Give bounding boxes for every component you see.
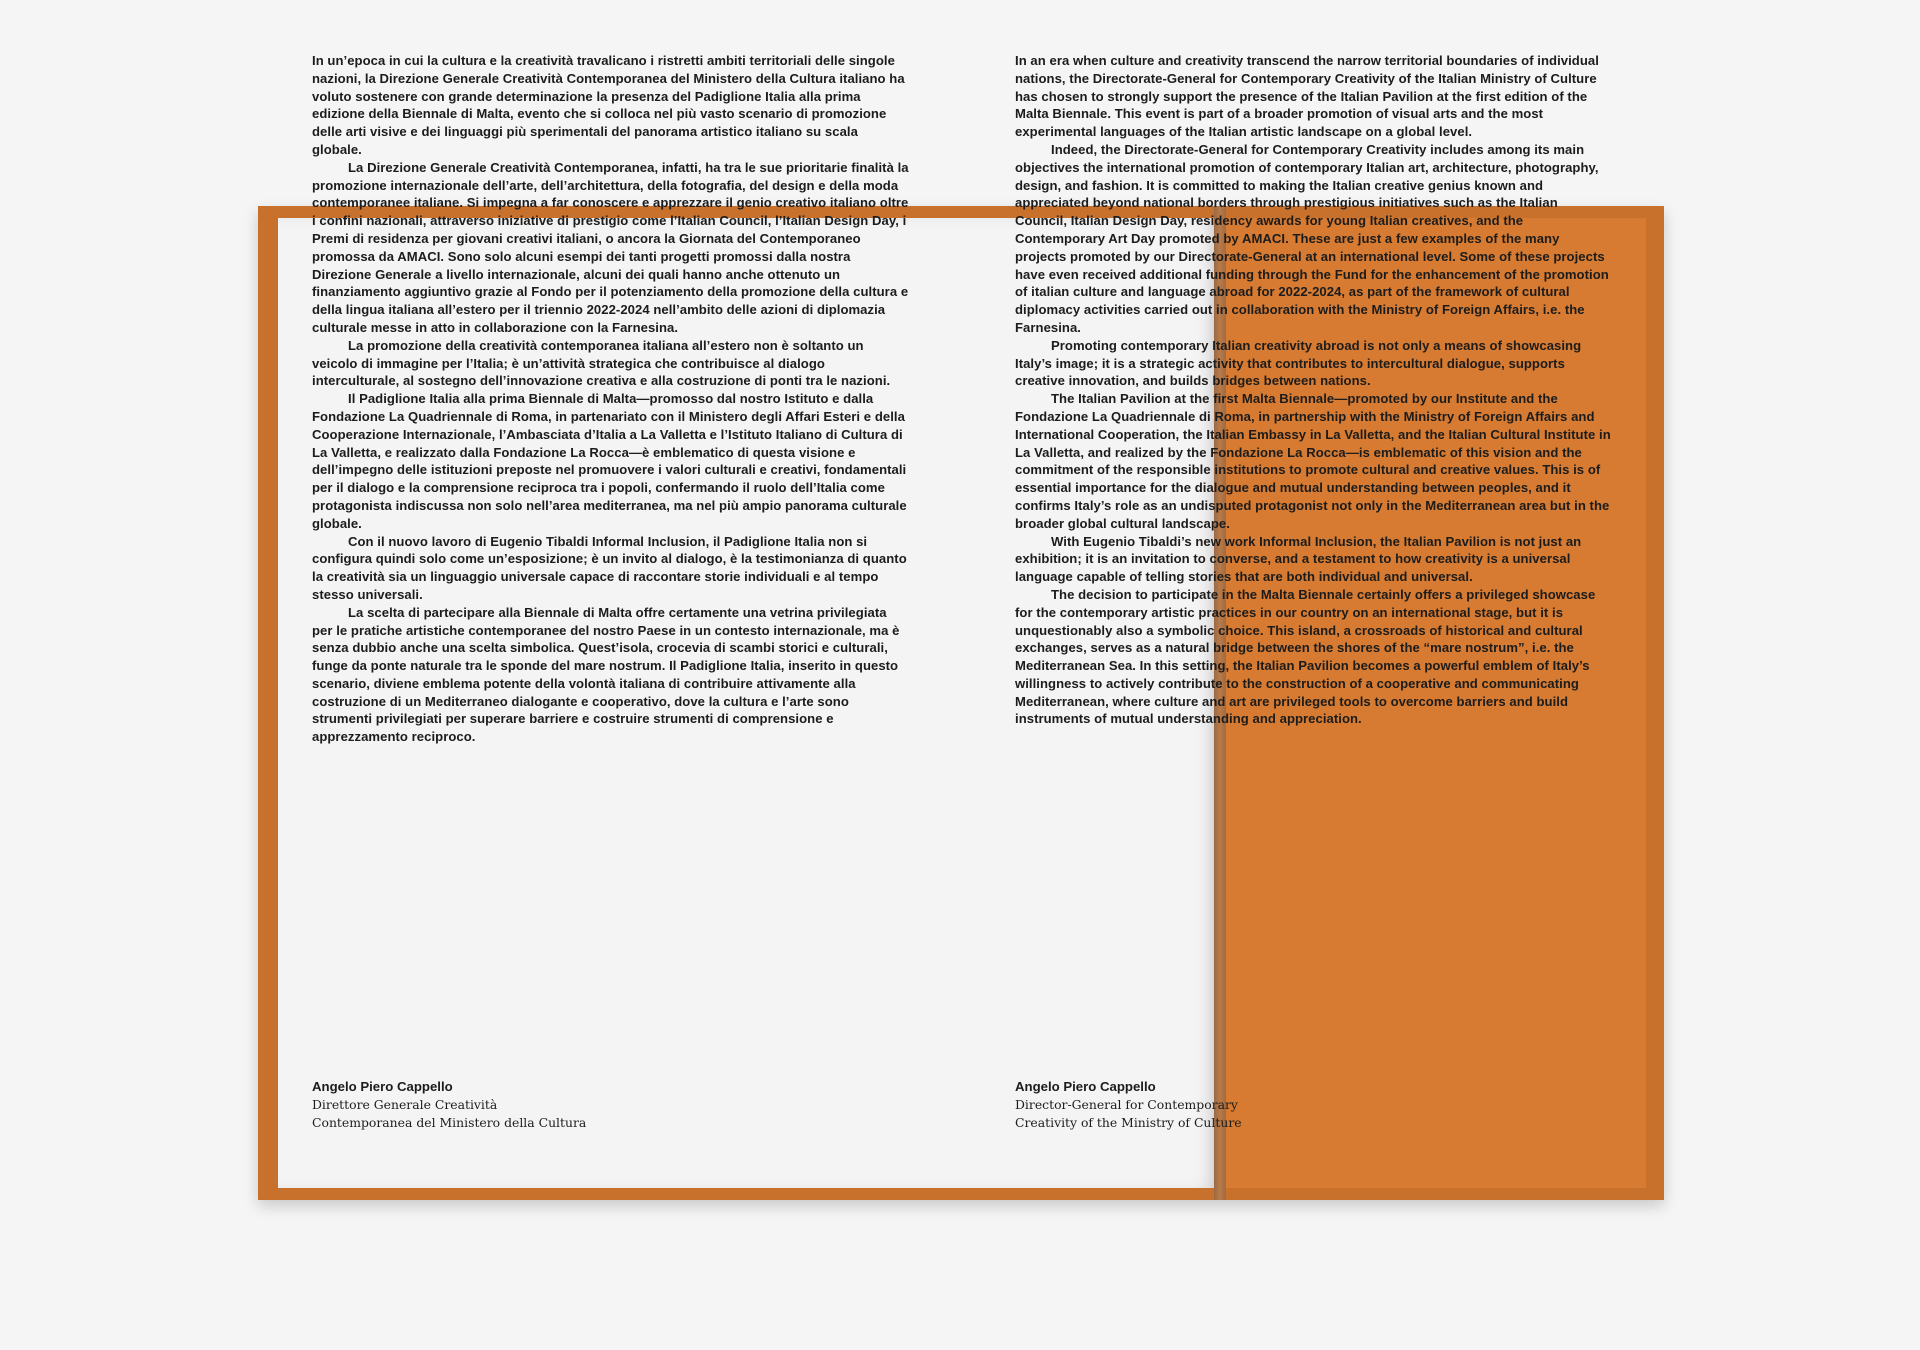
paragraph: With Eugenio Tibaldi’s new work Informal Inclusion, the Italian Pavilion is not just an exhibition; it is an invitation to converse, and a testament to how creativity is a universal language capable of telling stories that are both individual and universal. xyxy=(1015,533,1582,585)
paragraph: In an era when culture and creativity transcend the narrow territorial boundaries of individual nations, the Directorate-General for Contemporary Creativity of the Italian Ministry of Culture has chosen to strongly support the presence of the Italian Pavilion at the first edition of the Malta Biennale. This event is part of a broader promotion of visual arts and the most experimental languages of the Italian artistic landscape on a global level. xyxy=(1015,53,1599,140)
paragraph: In un’epoca in cui la cultura e la creatività travalicano i ristretti ambiti territoriali delle singole nazioni, la Direzione Generale Creatività Contemporanea del Ministero della Cultura italiano ha voluto sostenere con grande determinazione la presenza del Padiglione Italia alla prima edizione della Biennale di Malta, evento che si colloca nel più vasto scenario di promozione delle arti visive e dei linguaggi più sperimentali del panorama artistico italiano su scala globale. xyxy=(312,53,905,157)
signature-name: Angelo Piero Cappello xyxy=(312,1079,453,1094)
signature-name: Angelo Piero Cappello xyxy=(1015,1079,1156,1094)
paragraph: The decision to participate in the Malta Biennale certainly offers a privileged showcase for the contemporary artistic practices in our country on an international stage, but it is unquestionably also a symbolic choice. This island, a crossroads of historical and cultural exchanges, serves as a natural bridge between the shores of the “mare nostrum”, i.e. the Mediterranean Sea. In this setting, the Italian Pavilion becomes a powerful emblem of Italy’s willingness to actively contribute to the construction of a cooperative and communicating Mediterranean, where culture and art are privileged tools to overcome barriers and build instruments of mutual understanding and appreciation. xyxy=(1015,586,1596,727)
paragraph: Promoting contemporary Italian creativity abroad is not only a means of showcasing Italy’s image; it is a strategic activity that contributes to intercultural dialogue, supports creative innovation, and builds bridges between nations. xyxy=(1015,337,1582,389)
paragraph: La Direzione Generale Creatività Contemporanea, infatti, ha tra le sue prioritarie finalità la promozione internazionale dell’arte, dell’architettura, della fotografia, del design e della moda contemporanee italiane. Si impegna a far conoscere e apprezzare il genio creativo italiano oltre i confini nazionali, attraverso iniziative di prestigio come l’Italian Council, l’Italian Design Day, i Premi di residenza per giovani creativi italiani, o ancora la Giornata del Contemporaneo promossa da AMACI. Sono solo alcuni esempi dei tanti progetti promossi dalla nostra Direzione Generale a livello internazionale, alcuni dei quali hanno anche ottenuto un finanziamento aggiuntivo grazie al Fondo per il potenziamento della promozione della cultura e della lingua italiana all’estero per il triennio 2022-2024 nell’ambito delle azioni di diplomazia culturale messe in atto in collaborazione con la Farnesina. xyxy=(312,159,909,335)
paragraph: The Italian Pavilion at the first Malta Biennale—promoted by our Institute and the Fondazione La Quadriennale di Roma, in partnership with the Ministry of Foreign Affairs and International Cooperation, the Italian Embassy in La Valletta, and the Italian Cultural Institute in La Valletta, and realized by the Fondazione La Rocca—is emblematic of this vision and the commitment of the responsible institutions to promote cultural and creative values. This is of essential importance for the dialogue and mutual understanding between peoples, and it confirms Italy’s role as an undisputed protagonist not only in the Mediterranean area but in the broader global cultural landscape. xyxy=(1015,391,1611,531)
signature-italian xyxy=(312,1078,586,1132)
paragraph: La scelta di partecipare alla Biennale di Malta offre certamente una vetrina privilegiata per le pratiche artistiche contemporanee del nostro Paese in un contesto internazionale, ma è senza dubbio anche una scelta simbolica. Quest’isola, crocevia di scambi storici e culturali, funge da ponte naturale tra le sponde del mare nostrum. Il Padiglione Italia, inserito in questo scenario, diviene emblema potente della volontà italiana di contribuire attivamente alla costruzione di un Mediterraneo dialogante e cooperativo, dove la cultura e l’arte sono strumenti privilegiati per superare barriere e costruire strumenti di comprensione e apprezzamento reciproco. xyxy=(312,604,900,745)
paragraph: Con il nuovo lavoro di Eugenio Tibaldi Informal Inclusion, il Padiglione Italia non si configura quindi solo come un’esposizione; è un invito al dialogo, è la testimonianza di quanto la creatività sia un linguaggio universale capace di raccontare storie individuali e al tempo stesso universali. xyxy=(312,533,907,602)
paragraph: Il Padiglione Italia alla prima Biennale di Malta—promosso dal nostro Istituto e dalla Fondazione La Quadriennale di Roma, in partenariato con il Ministero degli Affari Esteri e della Cooperazione Internazionale, l’Ambasciata d’Italia a La Valletta e l’Istituto Italiano di Cultura di La Valletta, e realizzato dalla Fondazione La Rocca—è emblematico di questa visione e dell’impegno delle istituzioni preposte nel promuovere i valori culturali e creativi, fondamentali per il dialogo e la comprensione reciproca tra i popoli, confermando il ruolo dell’Italia come protagonista indiscussa non solo nell’area mediterranea, ma nel più ampio panorama culturale globale. xyxy=(312,391,907,531)
paragraph: Indeed, the Directorate-General for Contemporary Creativity includes among its main objectives the international promotion of contemporary Italian art, architecture, photography, design, and fashion. It is committed to making the Italian creative genius known and appreciated beyond national borders through prestigious initiatives such as the Italian Council, Italian Design Day, residency awards for young Italian creatives, and the Contemporary Art Day promoted by AMACI. These are just a few examples of the many projects promoted by our Directorate-General at an international level. Some of these projects have even received additional funding through the Fund for the enhancement of the promotion of italian culture and language abroad for 2022-2024, as part of the framework of cultural diplomacy activities carried out in collaboration with the Ministry of Foreign Affairs, i.e. the Farnesina. xyxy=(1015,141,1609,335)
signature-role: Creativity of the Ministry of Culture xyxy=(1015,1115,1242,1130)
paragraph: La promozione della creatività contemporanea italiana all’estero non è soltanto un veicolo di immagine per l’Italia; è un’attività strategica che contribuisce al dialogo interculturale, al sostegno dell’innovazione creativa e alla costruzione di ponti tra le nazioni. xyxy=(312,337,891,389)
signature-role: Director-General for Contemporary xyxy=(1015,1097,1238,1112)
italian-text xyxy=(312,52,909,746)
signature-english xyxy=(1015,1078,1242,1132)
signature-role: Direttore Generale Creatività xyxy=(312,1097,498,1112)
english-text xyxy=(1015,52,1612,728)
signature-role: Contemporanea del Ministero della Cultura xyxy=(312,1115,587,1130)
